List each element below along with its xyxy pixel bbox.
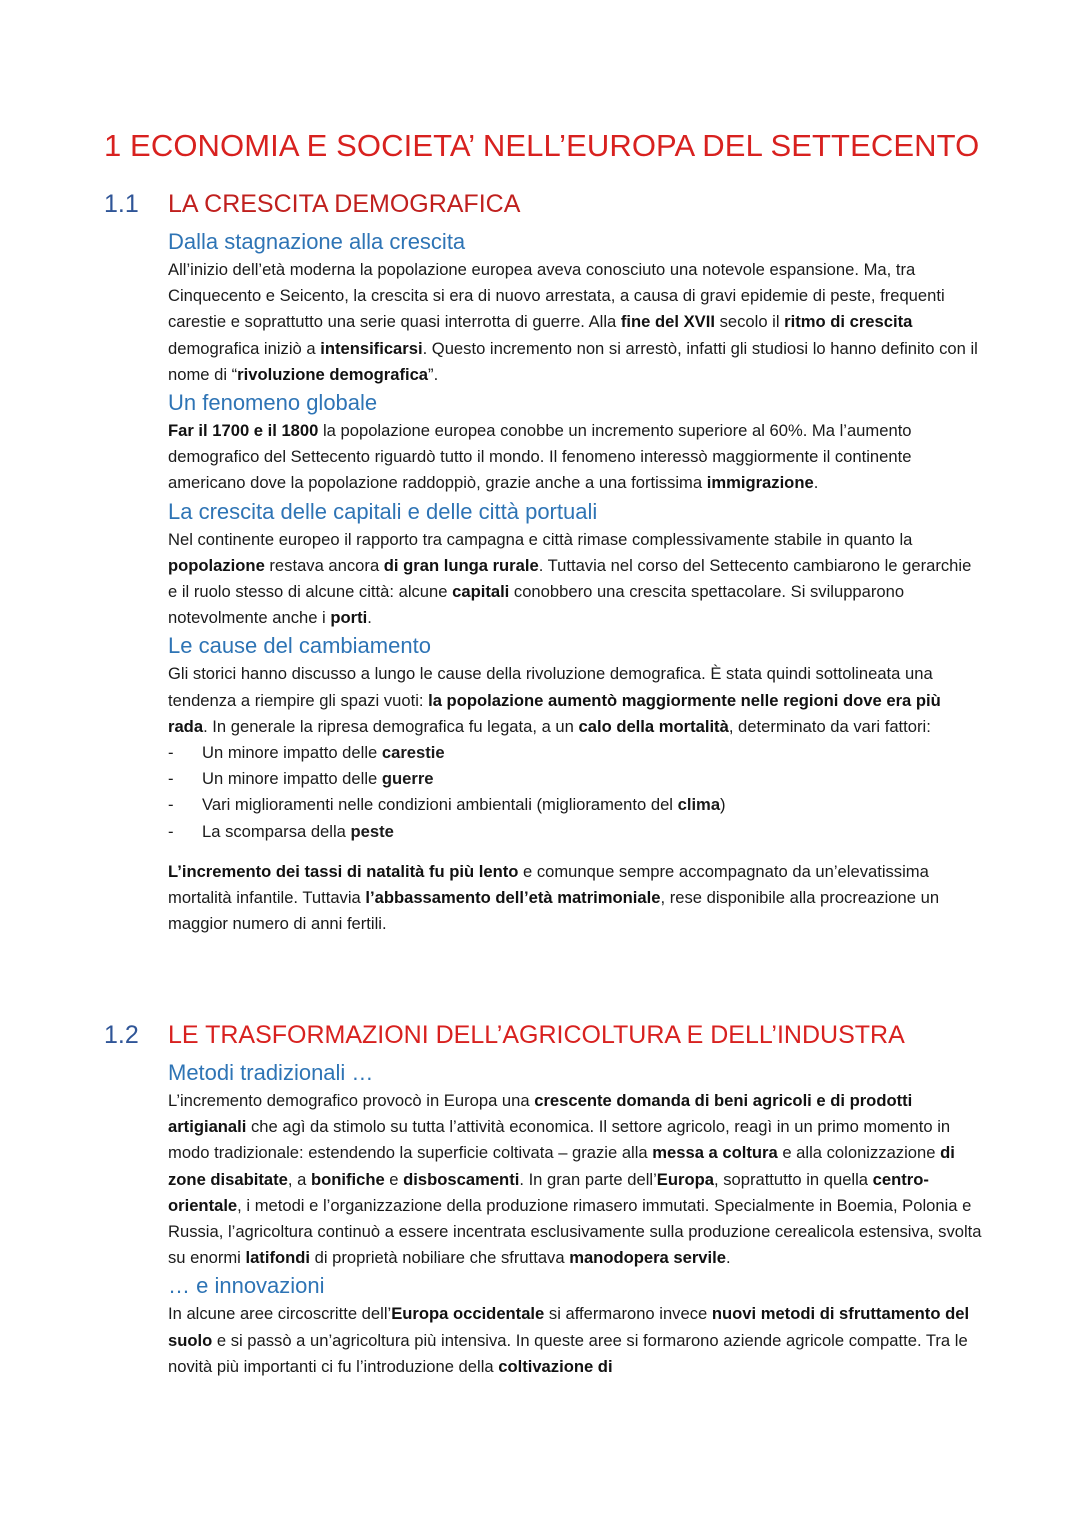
paragraph: L’incremento dei tassi di natalità fu più lento e comunque sempre accompagnato da un’elevatissima mortalità infantile. Tuttavia l’abbassamento dell’età matrimoniale, rese disponibile alla procreazione un maggior numero di anni fertili.	[168, 861, 940, 934]
paragraph: In alcune aree circoscritte dell’Europa occidentale si affermarono invece nuovi metodi di sfruttamento del suolo e si passò a un’agricoltura più intensiva. In queste aree si formarono aziende agricole compatte. Tra le novità più importanti ci fu l’introduzione della coltivazione di	[168, 1304, 970, 1376]
list-item: - Vari miglioramenti nelle condizioni ambientali (miglioramento del clima)	[168, 792, 983, 818]
section-title: LA CRESCITA DEMOGRAFICA	[168, 190, 521, 218]
paragraph: All’inizio dell’età moderna la popolazione europea aveva conosciuto una notevole espansione. Ma, tra Cinquecento e Seicento, la crescita si era di nuovo arrestata, a causa di gravi epidemie di peste, frequenti carestie e soprattutto una serie quasi interrotta di guerre. Alla fine del XVII secolo il ritmo di crescita demografica iniziò a intensificarsi. Questo incremento non si arrestò, infatti gli studiosi lo hanno definito con il nome di “rivoluzione demografica”.	[168, 260, 978, 384]
subheading: Le cause del cambiamento	[168, 633, 431, 659]
subheading: Un fenomeno globale	[168, 390, 378, 416]
section-heading-1-2	[104, 1021, 905, 1050]
paragraph: Far il 1700 e il 1800 la popolazione europea conobbe un incremento superiore al 60%. Ma l’aumento demografico del Settecento riguardò tutto il mondo. Il fenomeno interessò maggiormente il continente americano dove la popolazione raddoppiò, grazie anche a una fortissima immigrazione.	[168, 421, 912, 493]
paragraph: Nel continente europeo il rapporto tra campagna e città rimase complessivamente stabile in quanto la popolazione restava ancora di gran lunga rurale. Tuttavia nel corso del Settecento cambiarono le gerarchie e il ruolo stesso di alcune città: alcune capitali conobbero una crescita spettacolare. Si svilupparono notevolmente anche i porti.	[168, 529, 972, 628]
paragraph: Gli storici hanno discusso a lungo le cause della rivoluzione demografica. È stata quindi sottolineata una tendenza a riempire gli spazi vuoti: la popolazione aumentò maggiormente nelle regioni dove era più rada. In generale la ripresa demografica fu legata, a un calo della mortalità, determinato da vari fattori:	[168, 664, 941, 736]
subheading: … e innovazioni	[168, 1273, 325, 1299]
section-number: 1.1	[104, 190, 139, 218]
section-body-1-2	[168, 1058, 983, 1380]
section-heading-1-1	[104, 190, 520, 219]
subheading: Metodi tradizionali …	[168, 1060, 374, 1085]
chapter-title: 1 ECONOMIA E SOCIETA’ NELL’EUROPA DEL SETTECENTO	[104, 128, 980, 163]
section-title: LE TRASFORMAZIONI DELL’AGRICOLTURA E DELL’INDUSTRA	[168, 1021, 905, 1049]
list-item: - Un minore impatto delle guerre	[168, 766, 983, 792]
list-item: - Un minore impatto delle carestie	[168, 740, 983, 766]
section-body-1-1	[168, 227, 983, 937]
subheading: La crescita delle capitali e delle città portuali	[168, 498, 598, 524]
subheading: Dalla stagnazione alla crescita	[168, 229, 466, 254]
factor-list	[168, 740, 983, 845]
list-item: - La scomparsa della peste	[168, 819, 983, 845]
paragraph: L’incremento demografico provocò in Europa una crescente domanda di beni agricoli e di prodotti artigianali che agì da stimolo su tutta l’attività economica. Il settore agricolo, reagì in un primo momento in modo tradizionale: estendendo la superficie coltivata – grazie alla messa a coltura e alla colonizzazione di zone disabitate, a bonifiche e disboscamenti. In gran parte dell’Europa, soprattutto in quella centro-orientale, i metodi e l’organizzazione della produzione rimasero immutati. Specialmente in Boemia, Polonia e Russia, l’agricoltura continuò a essere incentrata esclusivamente sulla produzione cerealicola estensiva, svolta su enormi latifondi di proprietà nobiliare che sfruttava manodopera servile.	[168, 1091, 982, 1268]
section-number: 1.2	[104, 1021, 139, 1049]
